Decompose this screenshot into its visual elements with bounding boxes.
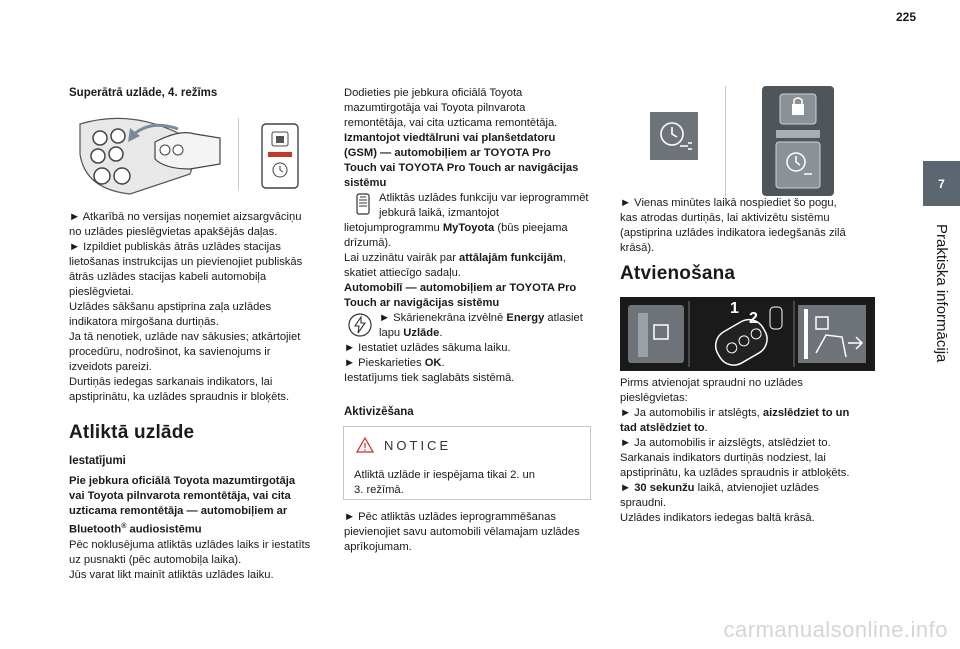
divider bbox=[725, 86, 726, 198]
key-fob-unlock-icon bbox=[620, 297, 875, 371]
section-deferred-charging bbox=[69, 422, 314, 443]
notice-text: Atliktā uzlāde ir iespējama tikai 2. un 3. režīmā. bbox=[354, 469, 535, 496]
page-number: 225 bbox=[895, 10, 916, 24]
watermark: carmanualsonline.info bbox=[723, 617, 948, 642]
chapter-title-vertical: Praktiska informācija bbox=[933, 223, 950, 363]
door-lock-panel-icon bbox=[762, 86, 834, 196]
heading-activation: Aktivizēšana bbox=[344, 406, 414, 418]
divider bbox=[238, 118, 239, 190]
deferred-charge-button-illustration bbox=[650, 112, 698, 160]
subsection-settings: Iestatījumi bbox=[69, 455, 126, 467]
charging-port-illustration bbox=[70, 114, 230, 199]
step-number-1: 1 bbox=[730, 300, 739, 317]
smartphone-icon bbox=[356, 193, 370, 215]
column-3: ► Vienas minūtes laikā nospiediet šo pogu, kas atrodas durtiņās, lai aktivizētu sistēmu (apstiprina uzlādes indikatora iedegšanās zilā krāsā). bbox=[620, 197, 846, 254]
section-title-disconnect: Atvienošana bbox=[620, 263, 736, 284]
column-1 bbox=[69, 86, 309, 101]
notice-label: NOTICE bbox=[384, 437, 452, 453]
disconnect-text: Pirms atvienojat spraudni no uzlādes pieslēgvietas: ► Ja automobilis ir atslēgts, aizslēdziet to un tad atslēdziet to. ► Ja automobilis ir aizslēgts, atslēdziet to. Sarkanais indikators durtiņās nodziest, lai apstiprinātu, ka uzlādes spraudnis ir atbloķēts. ► 30 sekunžu laikā, atvienojiet uzlādes spraudni. Uzlādes indikators iedegas baltā krāsā. bbox=[620, 377, 850, 524]
column-2: Dodieties pie jebkura oficiālā Toyota mazumtirgotāja vai Toyota pilnvarota remontētāja, vai cita uzticama remontētāja. Izmantojot viedtālruni vai planšetdatoru (GSM) — automobiļiem ar TOYOTA Pro Touch vai TOYOTA Pro Touch ar navigācijas sistēmu Atliktās uzlādes funkciju var ieprogrammēt jebkurā laikā, izmantojot lietojumprogrammu MyToyota (būs pieejama drīzumā). Lai uzzinātu vairāk par attālajām funkcijām, skatiet attiecīgo sadaļu. Automobilī — automobiļiem ar TOYOTA Pro Touch ar navigācijas sistēmu ► Skārienekrāna izvēlnē Energy atlasiet lapu Uzlāde. ► Iestatiet uzlādes sākuma laiku. ► Pieskarieties OK. Iestatījums tiek saglabāts sistēmā. bbox=[344, 87, 589, 384]
heading-supercharge: Superātrā uzlāde, 4. režīms bbox=[69, 87, 218, 99]
step-number-2: 2 bbox=[749, 310, 758, 327]
charging-port-icon bbox=[70, 114, 230, 199]
warning-icon bbox=[356, 437, 374, 453]
unlock-sequence-illustration bbox=[620, 297, 875, 371]
door-indicator-illustration bbox=[256, 120, 304, 192]
section-title-deferred: Atliktā uzlāde bbox=[69, 422, 195, 443]
door-indicator-icon bbox=[256, 120, 304, 192]
column-1-body: ► Atkarībā no versijas noņemiet aizsargvāciņu no uzlādes pieslēgvietas apakšējās daļas. ► Izpildiet publiskās ātrās uzlādes stacijas lietošanas instrukcijas un pievienojiet publiskās ātrās uzlādes stacijas kabeli automobiļa pieslēgvietai. Uzlādes sākšanu apstiprina zaļa uzlādes indikatora mirgošana durtiņās. Ja tā nenotiek, uzlāde nav sākusies; atkārtojiet procedūru, nodrošinot, ka savienojums ir izveidots pareizi. Durtiņās iedegas sarkanais indikators, lai apstiprinātu, ka uzlādes spraudnis ir bloķēts. bbox=[69, 211, 303, 403]
programming-text: ► Pēc atliktās uzlādes ieprogrammēšanas pievienojiet savu automobili vēlamajam uzlādes aprīkojumam. bbox=[344, 511, 580, 553]
energy-icon bbox=[347, 312, 373, 338]
chapter-tab[interactable]: 7 bbox=[923, 161, 960, 206]
door-panel-illustration bbox=[762, 86, 834, 196]
clock-plug-icon bbox=[650, 112, 698, 160]
settings-text: Pie jebkura oficiālā Toyota mazumtirgotāja vai Toyota pilnvarota remontētāja, vai cita uzticama remontētāja — automobiļiem ar Bluetooth® audiosistēmu Pēc noklusējuma atliktās uzlādes laiks ir iestatīts uz pusnakti (pēc automobiļa laika). Jūs varat likt mainīt atliktās uzlādes laiku. bbox=[69, 475, 311, 581]
notice-box bbox=[343, 426, 591, 500]
